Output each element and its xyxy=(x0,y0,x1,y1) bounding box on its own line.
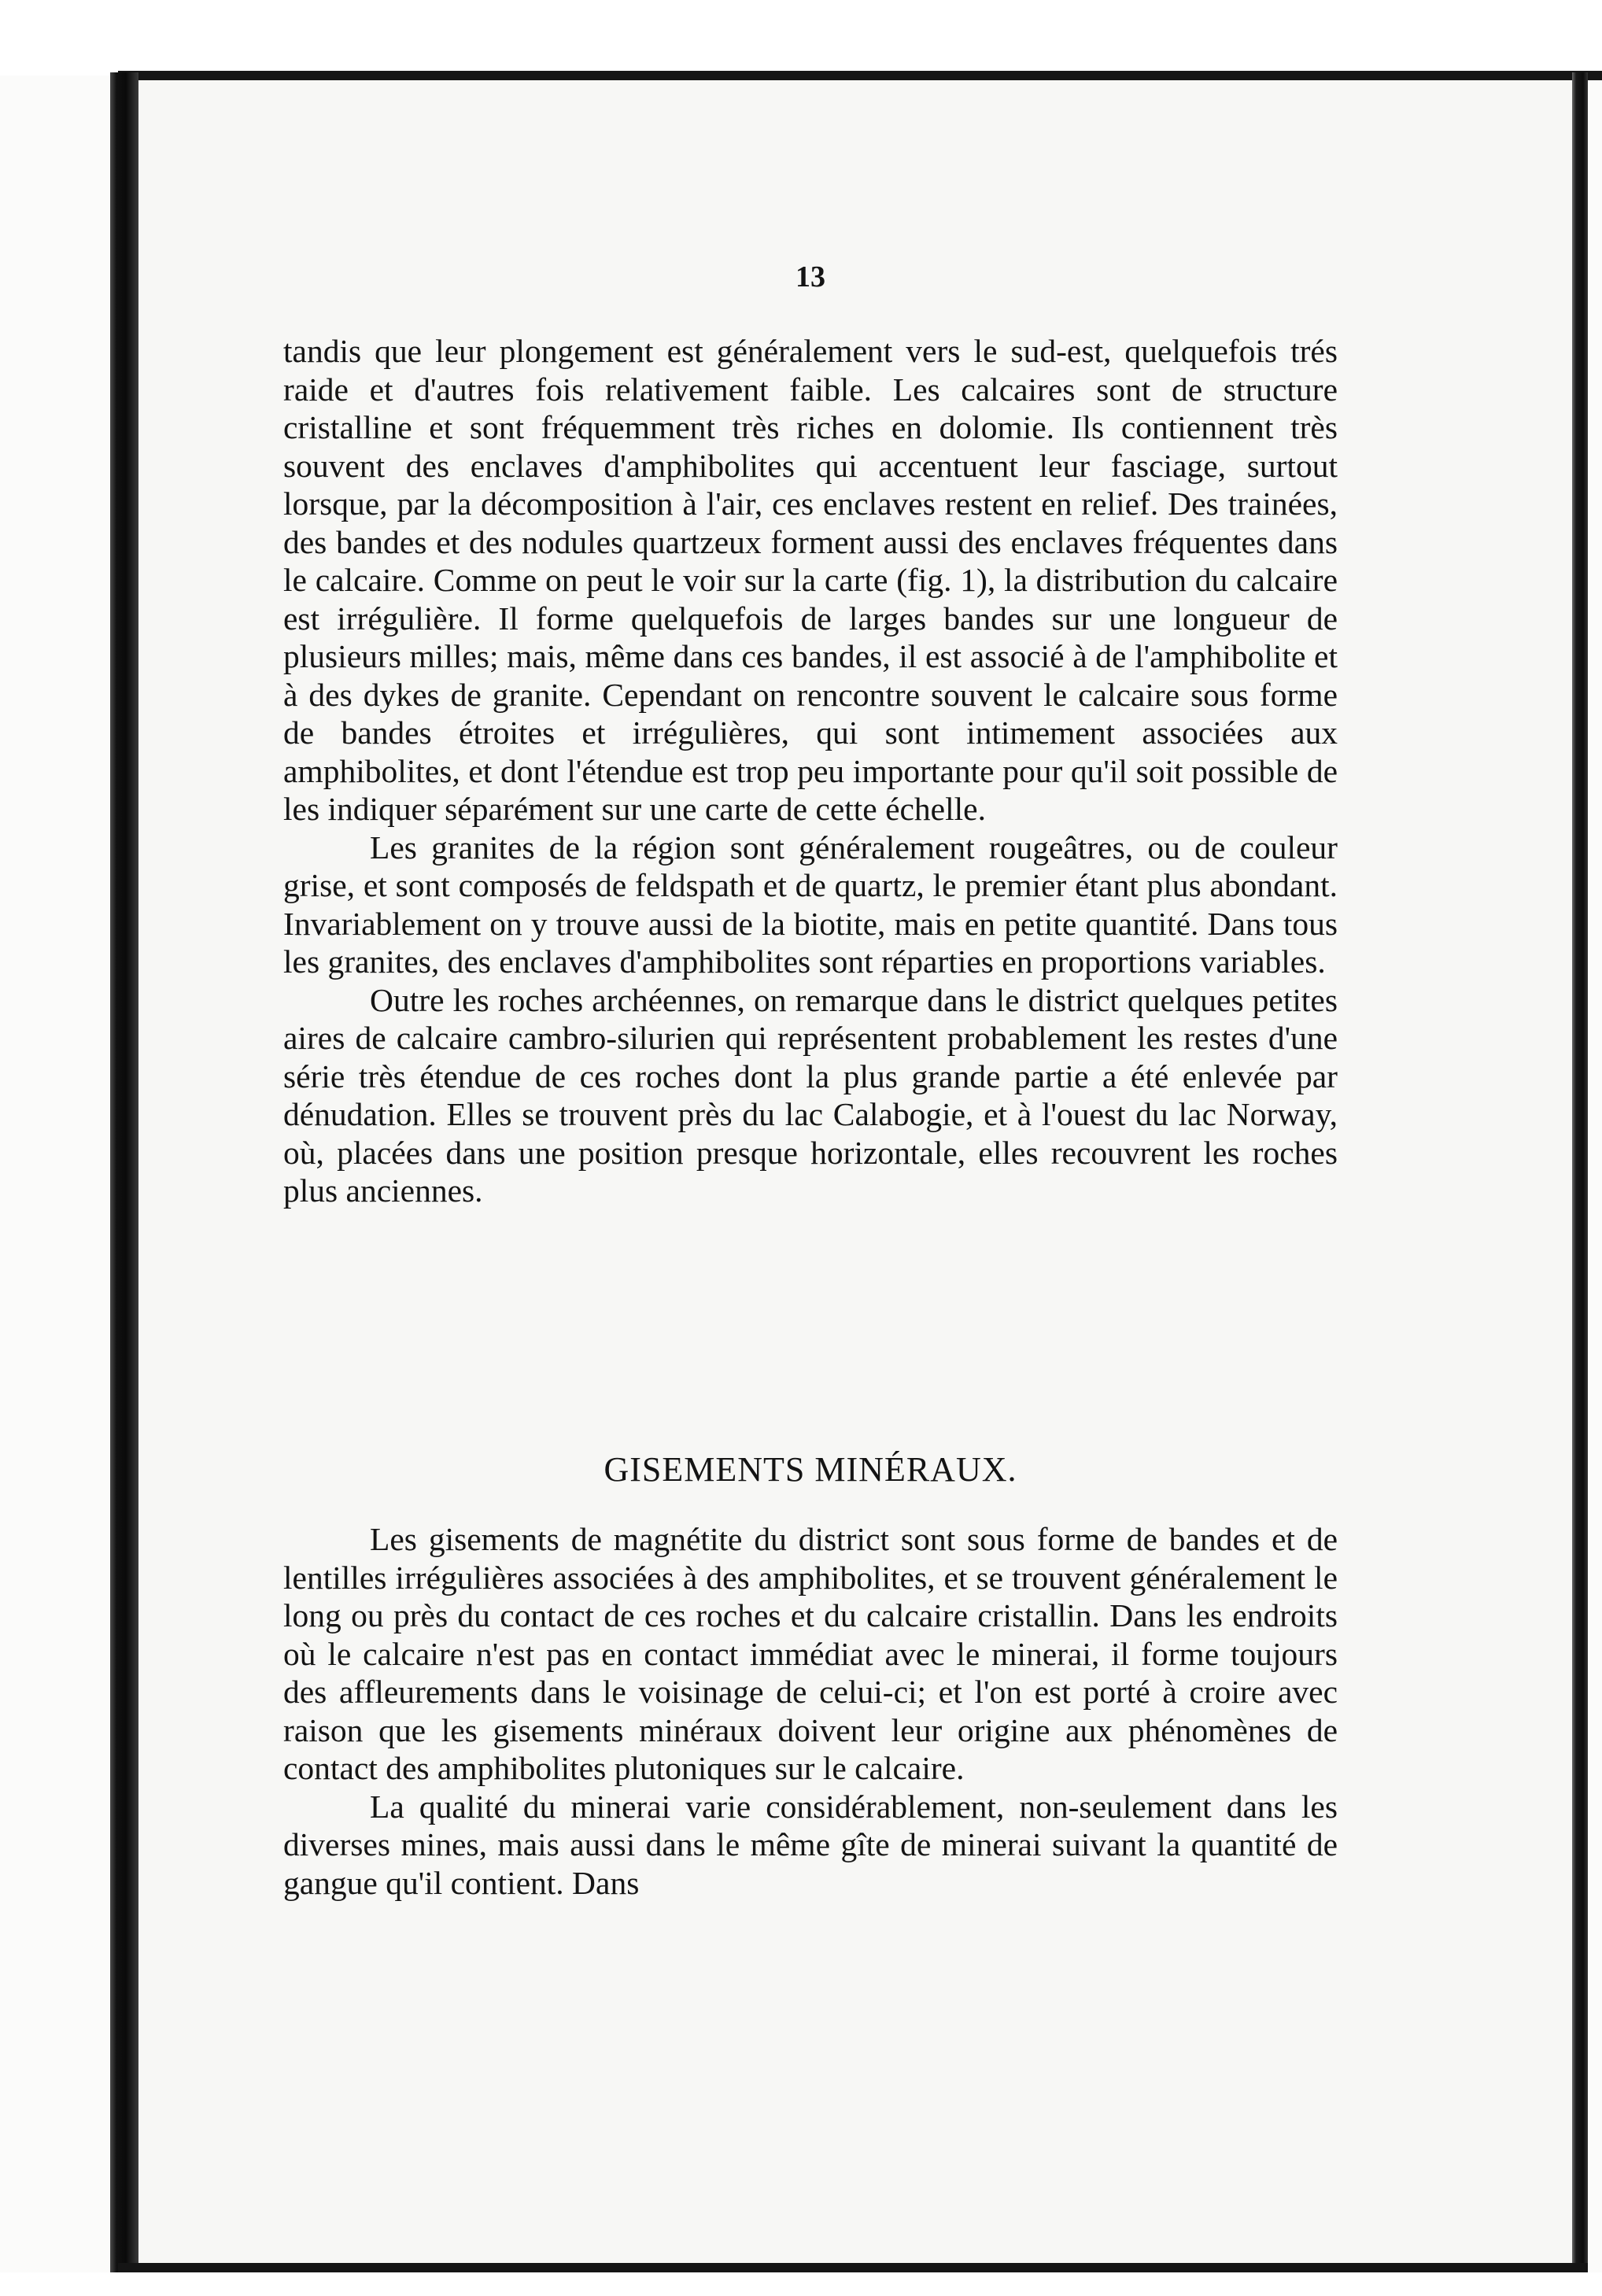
paragraph-granites: Les granites de la région sont généralement rougeâtres, ou de couleur grise, et sont composés de feldspath et de quartz, le premier étant plus abondant. Invariablement on y trouve aussi de la biotite, mais en petite quantité. Dans tous les granites, des enclaves d'amphibolites sont réparties en proportions variables. xyxy=(283,829,1338,980)
right-frame-edge xyxy=(1572,72,1588,2296)
paragraph-roches-archeennes: Outre les roches archéennes, on remarque dans le district quelques petites aires de calcaire cambro-silurien qui représentent probablement les restes d'une série très étendue de ces roches dont la plus grande partie a été enlevée par dénudation. Elles se trouvent près du lac Calabogie, et à l'ouest du lac Norway, où, placées dans une position presque horizontale, elles recouvrent les roches plus anciennes. xyxy=(283,981,1338,1209)
top-margin xyxy=(0,0,1602,76)
bottom-margin xyxy=(0,2272,1602,2296)
bottom-frame-edge xyxy=(118,2263,1588,2272)
page-number: 13 xyxy=(795,260,825,293)
paragraph-gisements: Les gisements de magnétite du district sont sous forme de bandes et de lentilles irrégulières associées à des amphibolites, et se trouvent généralement le long ou près du contact de ces roches et du calcaire cristallin. Dans les endroits où le calcaire n'est pas en contact immédiat avec le minerai, il forme toujours des affleurements dans le voisinage de celui-ci; et l'on est porté à croire avec raison que les gisements minéraux doivent leur origine aux phénomènes de contact des amphibolites plutoniques sur le calcaire. xyxy=(283,1521,1338,1786)
section-heading: GISEMENTS MINÉRAUX. xyxy=(604,1450,1017,1489)
body-text-upper xyxy=(283,332,1338,1210)
body-text-lower xyxy=(283,1520,1338,1902)
left-frame-edge xyxy=(110,72,138,2296)
paragraph-calcaires: tandis que leur plongement est généralement vers le sud-est, quelquefois trés raide et d'autres fois relativement faible. Les calcaires sont de structure cristalline et sont fréquemment très riches en dolomie. Ils contiennent très souvent des enclaves d'amphibolites qui accentuent leur fasciage, surtout lorsque, par la décomposition à l'air, ces enclaves restent en relief. Des trainées, des bandes et des nodules quartzeux forment aussi des enclaves fréquentes dans le calcaire. Comme on peut le voir sur la carte (fig. 1), la distribution du calcaire est irrégulière. Il forme quelquefois de larges bandes sur une longueur de plusieurs milles; mais, même dans ces bandes, il est associé à de l'amphibolite et à des dykes de granite. Cependant on rencontre souvent le calcaire sous forme de bandes étroites et irrégulières, qui sont intimement associées aux amphibolites, et dont l'étendue est trop peu importante pour qu'il soit possible de les indiquer séparément sur une carte de cette échelle. xyxy=(283,333,1338,827)
top-frame-edge xyxy=(118,71,1602,80)
paragraph-qualite-minerai: La qualité du minerai varie considérablement, non-seulement dans les diverses mines, mais aussi dans le même gîte de minerai suivant la quantité de gangue qu'il contient. Dans xyxy=(283,1788,1338,1901)
